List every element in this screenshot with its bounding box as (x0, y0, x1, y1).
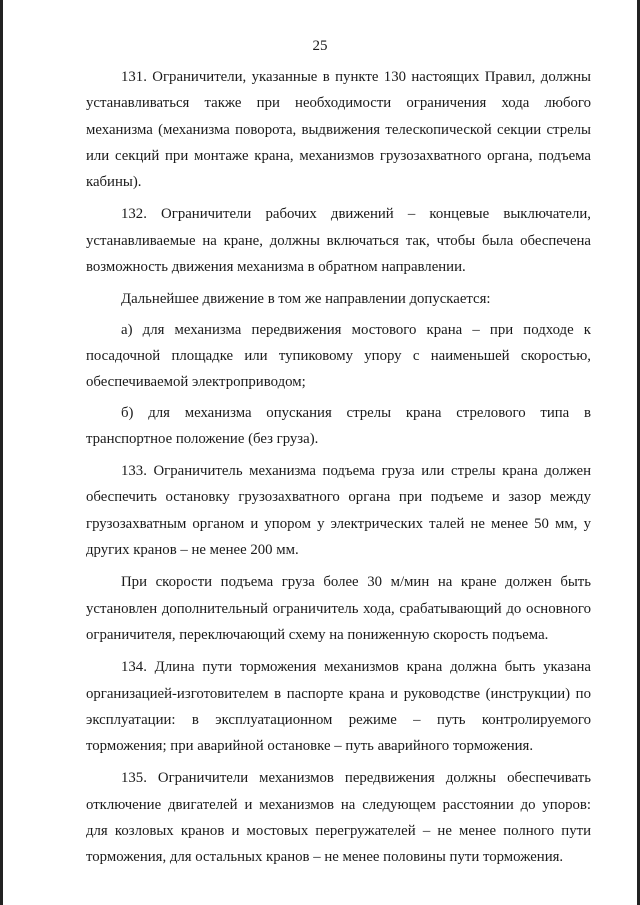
page-number: 25 (312, 38, 328, 54)
paragraph-134: 134. Длина пути торможения механизмов крана должна быть указана организацией-изготовителем в паспорте крана и руководстве (инструкции) по эксплуатации: в эксплуатационном режиме – путь контролируемого торможения; при аварийной остановке – путь аварийного торможения. (86, 659, 591, 755)
paragraph-131: 131. Ограничители, указанные в пункте 130 настоящих Правил, должны устанавливаться также при необходимости ограничения хода любого механизма (механизма поворота, выдвижения телескопической секции стрелы или секций при монтаже крана, механизмов грузозахватного органа, подъема кабины). (86, 69, 591, 191)
paragraph-132: 132. Ограничители рабочих движений – концевые выключатели, устанавливаемые на кране, должны включаться так, чтобы была обеспечена возможность движения механизма в обратном направлении. (86, 206, 591, 276)
scan-edge-left (0, 0, 3, 905)
paragraph-item-a: а) для механизма передвижения мостового крана – при подходе к посадочной площадке или тупиковому упору с наименьшей скоростью, обеспечиваемой электроприводом; (86, 321, 591, 391)
paragraph-lift-speed: При скорости подъема груза более 30 м/мин на кране должен быть установлен дополнительный ограничитель хода, срабатывающий до основного ограничителя, переключающий схему на пониженную скорость подъема. (86, 574, 591, 643)
paragraph-item-b: б) для механизма опускания стрелы крана стрелового типа в транспортное положение (без груза). (86, 404, 591, 447)
document-body (86, 64, 591, 877)
paragraph-135: 135. Ограничители механизмов передвижения должны обеспечивать отключение двигателей и механизмов на следующем расстоянии до упоров: для козловых кранов и мостовых перегружателей – не менее полного пути торможения, для остальных кранов – не менее половины пути торможения. (86, 770, 591, 866)
paragraph-133: 133. Ограничитель механизма подъема груза или стрелы крана должен обеспечить остановку грузозахватного органа при подъеме и зазор между грузозахватным органом и упором у электрических талей не менее 50 мм, у других кранов – не менее 200 мм. (86, 463, 591, 559)
paragraph-further-movement: Дальнейшее движение в том же направлении допускается: (121, 291, 491, 308)
